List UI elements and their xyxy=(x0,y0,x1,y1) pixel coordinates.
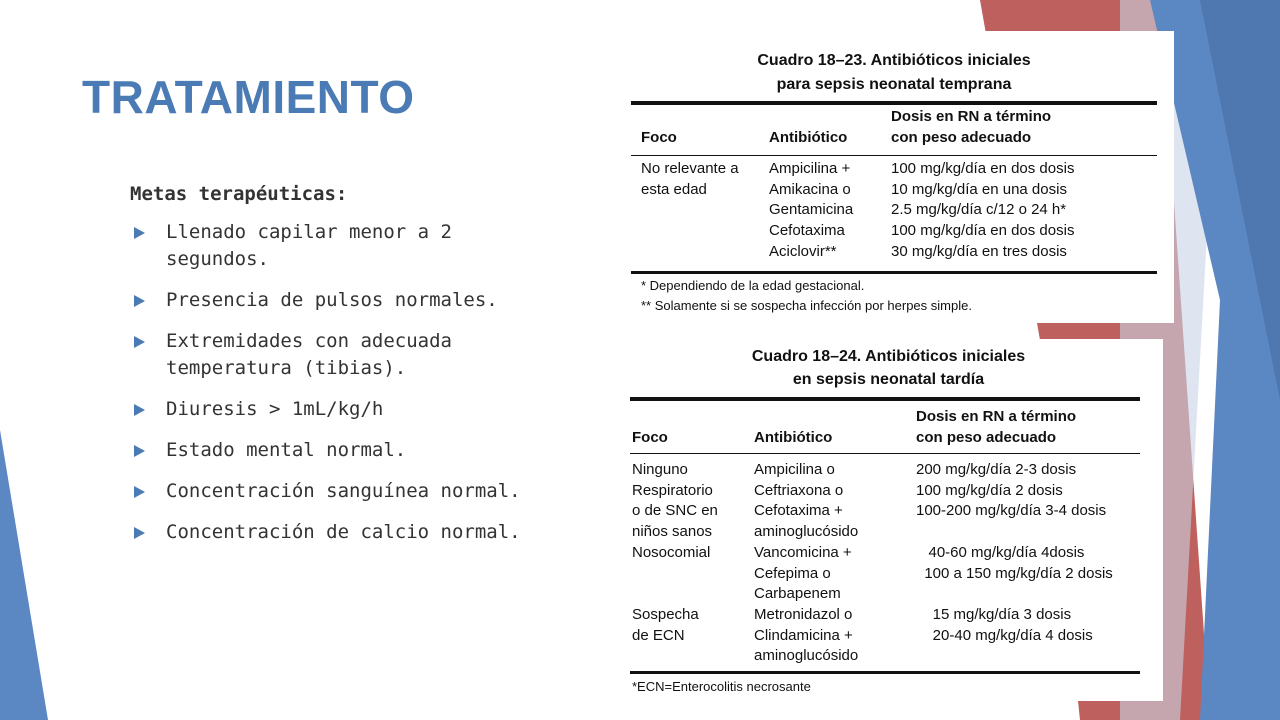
early-sepsis-table xyxy=(614,31,1174,323)
goal-text: Llenado capilar menor a 2 segundos. xyxy=(166,221,452,270)
header-dose-line1: Dosis en RN a término xyxy=(891,108,1052,125)
header-dose-line2: con peso adecuado xyxy=(891,129,1032,146)
goal-text: Estado mental normal. xyxy=(166,439,407,461)
goal-text: Extremidades con adecuada temperatura (tibias). xyxy=(166,330,452,379)
focus-column: Ninguno Respiratorio o de SNC en niños sanos Nosocomial Sospecha de ECN xyxy=(632,461,718,644)
footnote: ** Solamente si se sospecha infección por herpes simple. xyxy=(641,298,972,313)
goal-list xyxy=(130,219,560,546)
header-antibiotic: Antibiótico xyxy=(769,129,848,146)
goal-item xyxy=(130,478,560,505)
goal-item xyxy=(130,519,560,546)
footnote: * Dependiendo de la edad gestacional. xyxy=(641,278,865,293)
goal-item xyxy=(130,328,560,382)
triangle-bullet-icon xyxy=(134,486,145,498)
therapeutic-goals xyxy=(130,183,560,560)
goal-item xyxy=(130,396,560,423)
triangle-bullet-icon xyxy=(134,295,145,307)
header-focus: Foco xyxy=(632,429,668,446)
goal-item xyxy=(130,219,560,273)
bottom-rule xyxy=(630,671,1140,674)
triangle-bullet-icon xyxy=(134,336,145,348)
goal-text: Concentración de calcio normal. xyxy=(166,521,521,543)
slide-title: TRATAMIENTO xyxy=(82,71,415,123)
top-rule xyxy=(630,397,1140,401)
header-dose-line2: con peso adecuado xyxy=(916,429,1057,446)
left-blue-shape xyxy=(0,430,48,720)
dose-column: 100 mg/kg/día en dos dosis 10 mg/kg/día en una dosis 2.5 mg/kg/día c/12 o 24 h* 100 mg/kg/día en dos dosis 30 mg/kg/día en tres dosis xyxy=(891,160,1075,260)
focus-column: No relevante a esta edad xyxy=(641,160,739,198)
table-title-line2: para sepsis neonatal temprana xyxy=(776,76,1012,93)
header-dose-line1: Dosis en RN a término xyxy=(916,408,1077,425)
goal-text: Presencia de pulsos normales. xyxy=(166,289,498,311)
footnote: *ECN=Enterocolitis necrosante xyxy=(632,679,811,694)
header-rule xyxy=(631,155,1157,156)
table-title-line1: Cuadro 18–23. Antibióticos iniciales xyxy=(757,52,1031,69)
goal-text: Diuresis > 1mL/kg/h xyxy=(166,398,384,420)
header-antibiotic: Antibiótico xyxy=(754,429,833,446)
triangle-bullet-icon xyxy=(134,527,145,539)
header-rule xyxy=(630,453,1140,454)
triangle-bullet-icon xyxy=(134,404,145,416)
table-title-line1: Cuadro 18–24. Antibióticos iniciales xyxy=(751,348,1026,365)
table-title-line2: en sepsis neonatal tardía xyxy=(792,371,985,388)
header-focus: Foco xyxy=(641,129,677,146)
antibiotic-column: Ampicilina + Amikacina o Gentamicina Cefotaxima Aciclovir** xyxy=(769,160,854,260)
dose-column: 200 mg/kg/día 2-3 dosis 100 mg/kg/día 2 dosis 100-200 mg/kg/día 3-4 dosis 40-60 mg/kg/día 4dosis 100 a 150 mg/kg/día 2 dosis 15 mg/kg/día 3 dosis 20-40 mg/kg/día 4 dosis xyxy=(916,461,1113,644)
goal-item xyxy=(130,437,560,464)
late-sepsis-table xyxy=(614,339,1163,701)
triangle-bullet-icon xyxy=(134,445,145,457)
goals-heading: Metas terapéuticas: xyxy=(130,183,348,205)
top-rule xyxy=(631,101,1157,105)
goal-text: Concentración sanguínea normal. xyxy=(166,480,521,502)
antibiotic-column: Ampicilina o Ceftriaxona o Cefotaxima + aminoglucósido Vancomicina + Cefepima o Carbapenem Metronidazol o Clindamicina + aminoglucósido xyxy=(754,461,859,665)
triangle-bullet-icon xyxy=(134,227,145,239)
bottom-rule xyxy=(631,271,1157,274)
goal-item xyxy=(130,287,560,314)
